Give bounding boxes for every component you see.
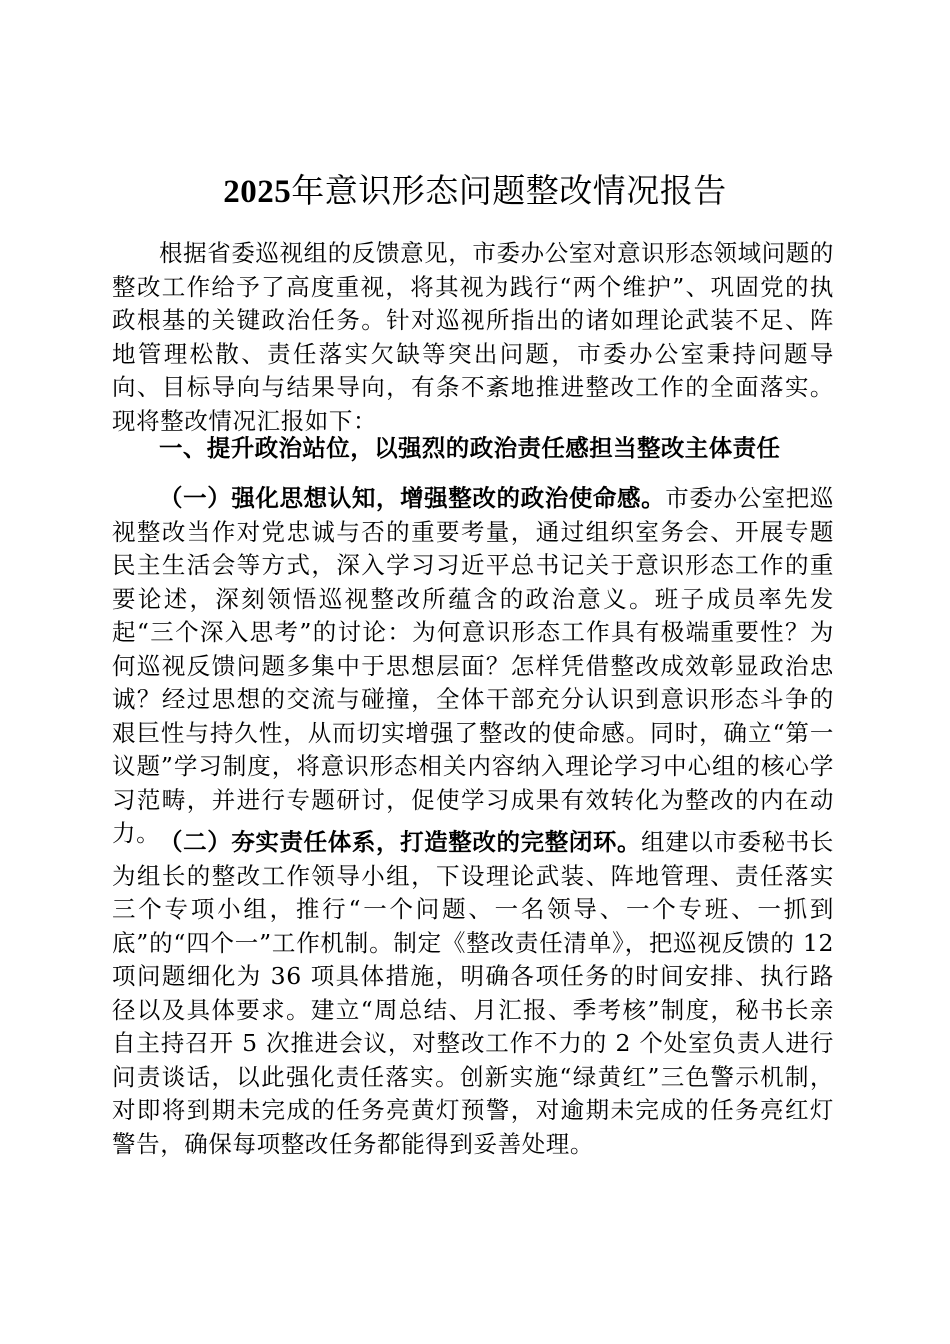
item-1-lead: （一）强化思想认知，增强整改的政治使命感。 [159,484,666,512]
title-text: 年意识形态问题整改情况报告 [291,171,727,210]
title-year: 2025 [223,174,292,210]
item-1-body: 市委办公室把巡视整改当作对党忠诚与否的重要考量，通过组织室务会、开展专题民主生活会等方式，深入学习习近平总书记关于意识形态工作的重要论述，深刻领悟巡视整改所蕴含的政治意义。班子成员率先发起“三个深入思考”的讨论：为何意识形态工作具有极端重要性？为何巡视反馈问题多集中于思想层面？怎样凭借整改成效彰显政治忠诚？经过思想的交流与碰撞，全体干部充分认识到意识形态斗争的艰巨性与持久性，从而切实增强了整改的使命感。同时，确立“第一议题”学习制度，将意识形态相关内容纳入理论学习中心组的核心学习范畴，并进行专题研讨，促使学习成果有效转化为整改的内在动力。 [112,484,834,847]
intro-paragraph: 根据省委巡视组的反馈意见，市委办公室对意识形态领域问题的整改工作给予了高度重视，将其视为践行“两个维护”、巩固党的执政根基的关键政治任务。针对巡视所指出的诸如理论武装不足、阵地管理松散、责任落实欠缺等突出问题，市委办公室秉持问题导向、目标导向与结果导向，有条不紊地推进整改工作的全面落实。现将整改情况汇报如下： [112,239,834,435]
document-title [0,168,950,215]
item-2-lead: （二）夯实责任体系，打造整改的完整闭环。 [159,828,642,856]
section-1-heading: 一、提升政治站位，以强烈的政治责任感担当整改主体责任 [159,434,781,462]
item-2-paragraph [112,826,834,1161]
item-1-paragraph [112,482,834,851]
item-2-body: 组建以市委秘书长为组长的整改工作领导小组，下设理论武装、阵地管理、责任落实三个专项小组，推行“一个问题、一名领导、一个专班、一抓到底”的“四个一”工作机制。制定《整改责任清单》，把巡视反馈的 12 项问题细化为 36 项具体措施，明确各项任务的时间安排、执行路径以及具体要求。建立“周总结、月汇报、季考核”制度，秘书长亲自主持召开 5 次推进会议，对整改工作不力的 2 个处室负责人进行问责谈话，以此强化责任落实。创新实施“绿黄红”三色警示机制，对即将到期未完成的任务亮黄灯预警，对逾期未完成的任务亮红灯警告，确保每项整改任务都能得到妥善处理。 [112,828,834,1158]
